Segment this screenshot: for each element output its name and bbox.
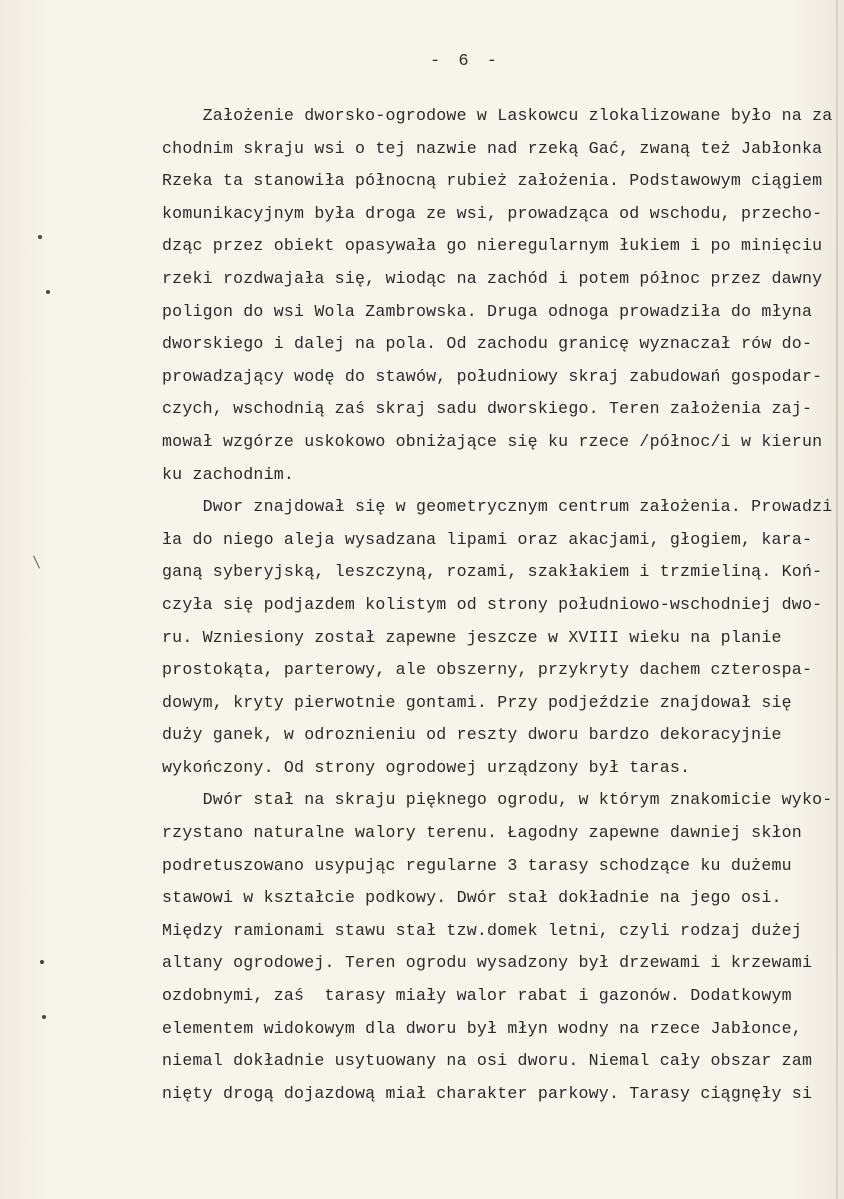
margin-dot [40,960,44,964]
text-line: dząc przez obiekt opasywała go nieregularnym łukiem i po minięciu [162,236,823,256]
text-line: wykończony. Od strony ogrodowej urządzony był taras. [162,757,691,777]
text-line: nięty drogą dojazdową miał charakter parkowy. Tarasy ciągnęły si [162,1083,813,1103]
text-line: stawowi w kształcie podkowy. Dwór stał dokładnie na jego osi. [162,888,782,908]
margin-tick [33,555,40,568]
text-line: ła do niego aleja wysadzana lipami oraz akacjami, głogiem, kara- [162,529,813,549]
margin-dot [42,1015,46,1019]
page-number: - 6 - [430,52,502,71]
text-line: Dwór stał na skraju pięknego ogrodu, w którym znakomicie wyko- [162,790,833,810]
text-line: rzeki rozdwajała się, wiodąc na zachód i potem północ przez dawny [162,268,823,288]
text-line: dworskiego i dalej na pola. Od zachodu granicę wyznaczał rów do- [162,334,813,354]
text-line: Dwor znajdował się w geometrycznym centrum założenia. Prowadzi [162,497,833,517]
text-line: Rzeka ta stanowiła północną rubież założenia. Podstawowym ciągiem [162,171,823,191]
text-line: rzystano naturalne walory terenu. Łagodny zapewne dawniej skłon [162,823,802,843]
text-line: dowym, kryty pierwotnie gontami. Przy podjeździe znajdował się [162,692,792,712]
text-line: podretuszowano usypując regularne 3 tarasy schodzące ku dużemu [162,855,792,875]
text-line: Założenie dworsko-ogrodowe w Laskowcu zlokalizowane było na za [162,106,833,125]
typed-text-body [162,100,842,1110]
text-line: mował wzgórze uskokowo obniżające się ku rzece /północ/i w kierun [162,431,823,451]
text-line: komunikacyjnym była droga ze wsi, prowadząca od wschodu, przecho- [162,203,823,223]
text-line: elementem widokowym dla dworu był młyn wodny na rzece Jabłonce, [162,1018,802,1038]
text-line: czych, wschodnią zaś skraj sadu dworskiego. Teren założenia zaj- [162,399,813,419]
text-line: ru. Wzniesiony został zapewne jeszcze w XVIII wieku na planie [162,627,782,647]
text-line: prowadzający wodę do stawów, południowy skraj zabudowań gospodar- [162,366,823,386]
text-line: ozdobnymi, zaś tarasy miały walor rabat i gazonów. Dodatkowym [162,986,792,1006]
text-line: czyła się podjazdem kolistym od strony południowo-wschodniej dwo- [162,594,823,614]
text-line: prostokąta, parterowy, ale obszerny, przykryty dachem czterospa- [162,660,813,680]
text-line: ganą syberyjską, leszczyną, rozami, szakłakiem i trzmieliną. Koń- [162,562,823,582]
text-line: ku zachodnim. [162,464,295,484]
text-line: altany ogrodowej. Teren ogrodu wysadzony był drzewami i krzewami [162,953,813,973]
text-line: poligon do wsi Wola Zambrowska. Druga odnoga prowadziła do młyna [162,301,813,321]
text-line: niemal dokładnie usytuowany na osi dworu. Niemal cały obszar zam [162,1051,813,1071]
text-line: Między ramionami stawu stał tzw.domek letni, czyli rodzaj dużej [162,920,802,940]
text-line: duży ganek, w odroznieniu od reszty dworu bardzo dekoracyjnie [162,725,782,745]
margin-dot [46,290,50,294]
margin-dot [38,235,42,239]
text-line: chodnim skraju wsi o tej nazwie nad rzeką Gać, zwaną też Jabłonka [162,138,823,158]
